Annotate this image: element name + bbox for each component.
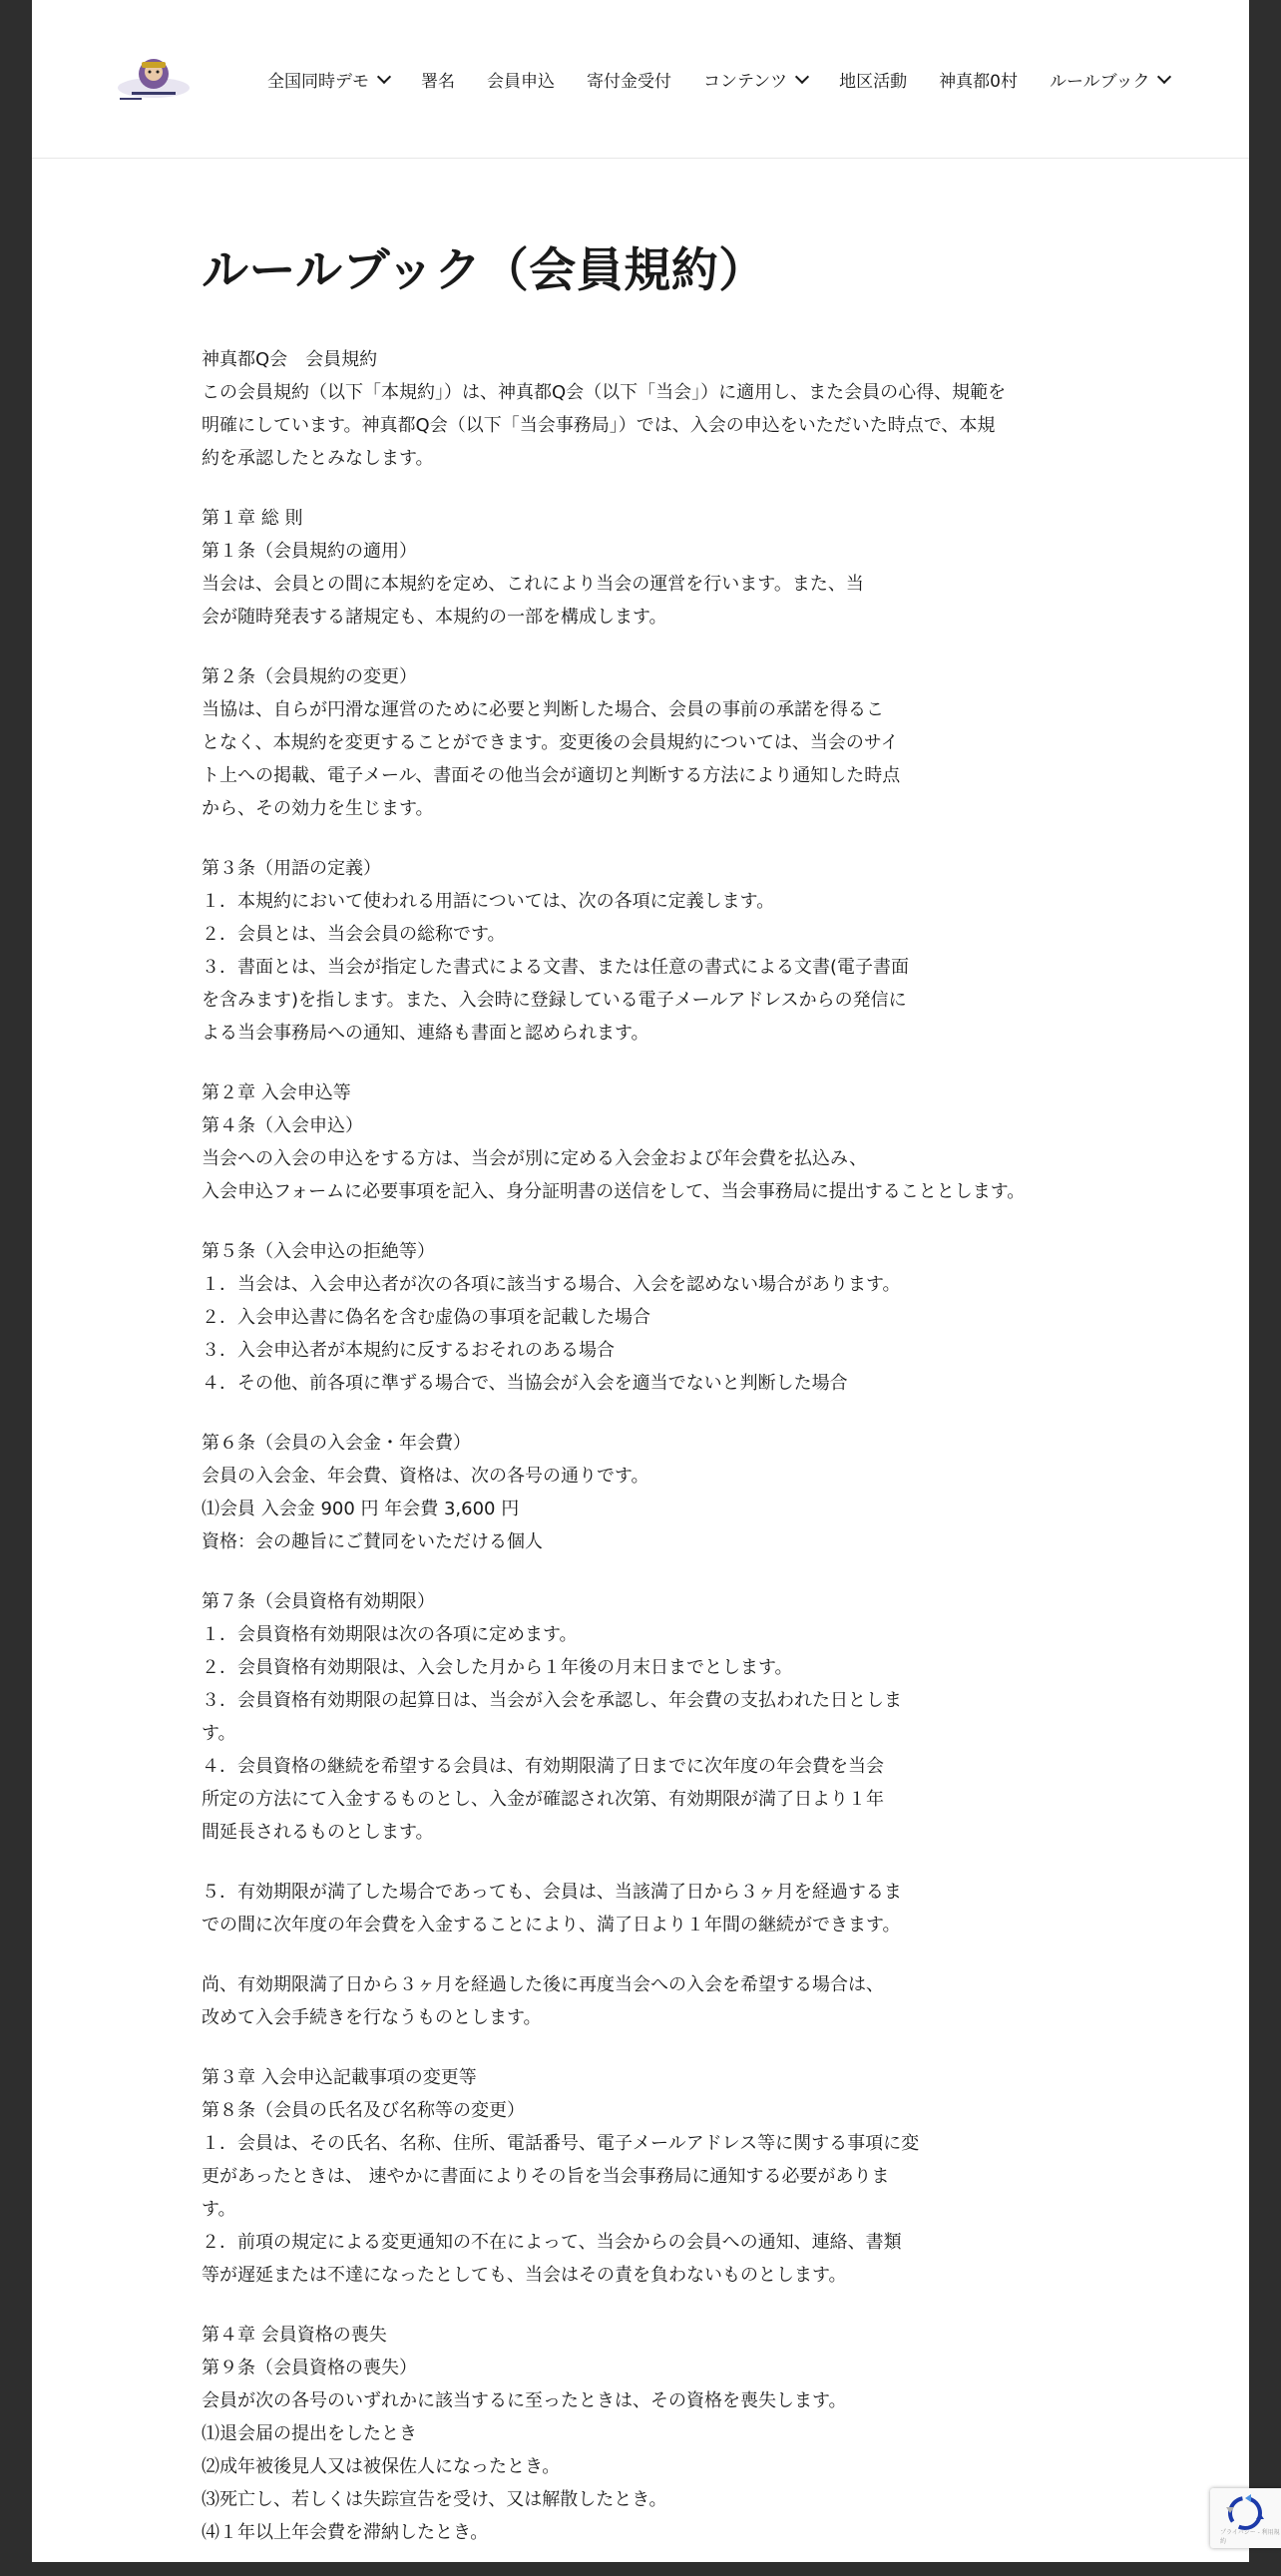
text-line: 明確にしています。神真都Q会（以下「当会事務局」）では、入会の申込をいただいた時点で、本規: [202, 415, 996, 437]
logo-icon: [114, 48, 192, 108]
text-line: す。: [202, 2199, 236, 2221]
text-line: 約を承認したとみなします。: [202, 448, 434, 470]
text-line: 第２章 入会申込等: [202, 1082, 351, 1104]
article-paragraph: [202, 343, 1099, 475]
text-line: 第７条（会員資格有効期限）: [202, 1591, 435, 1613]
text-line: となく、本規約を変更することができます。変更後の会員規約については、当会のサイ: [202, 732, 899, 754]
text-line: １．本規約において使われる用語については、次の各項に定義します。: [202, 891, 775, 913]
text-line: １．当会は、入会申込者が次の各項に該当する場合、入会を認めない場合があります。: [202, 1274, 901, 1296]
nav-item-membership-application[interactable]: [487, 67, 555, 92]
main-nav: [267, 0, 1169, 158]
nav-item-label: 会員申込: [487, 71, 555, 92]
chevron-down-icon: [795, 69, 809, 83]
nav-item-rulebook[interactable]: [1050, 67, 1169, 92]
text-line: 第２条（会員規約の変更）: [202, 666, 417, 688]
text-line: １．会員は、その氏名、名称、住所、電話番号、電子メールアドレス等に関する事項に変: [202, 2133, 920, 2155]
article-paragraph: [202, 2319, 1099, 2549]
text-line: 神真都Q会 会員規約: [202, 349, 378, 371]
article-paragraph: [202, 1427, 1099, 1558]
article-paragraph: [202, 1585, 1099, 1849]
article-paragraph: [202, 1235, 1099, 1400]
text-line: １．会員資格有効期限は次の各項に定めます。: [202, 1624, 578, 1646]
text-line: ５．有効期限が満了した場合であっても、会員は、当該満了日から３ヶ月を経過するま: [202, 1882, 902, 1904]
text-line: ３．入会申込者が本規約に反するおそれのある場合: [202, 1340, 615, 1362]
article-body: [202, 343, 1099, 2549]
text-line: ⑴退会届の提出をしたとき: [202, 2423, 417, 2445]
nav-item-label: 寄付金受付: [587, 71, 671, 92]
text-line: ２．前項の規定による変更通知の不在によって、当会からの会員への通知、連絡、書類: [202, 2232, 902, 2254]
text-line: 所定の方法にて入金するものとし、入金が確認され次第、有効期限が満了日より１年: [202, 1789, 884, 1811]
text-line: ⑴会員 入会金 900 円 年会費 3,600 円: [202, 1499, 520, 1520]
text-line: 尚、有効期限満了日から３ヶ月を経過した後に再度当会への入会を希望する場合は、: [202, 1974, 884, 1996]
article-paragraph: [202, 2061, 1099, 2292]
text-line: ２．入会申込書に偽名を含む虚偽の事項を記載した場合: [202, 1307, 650, 1329]
article-content: [202, 229, 1099, 2576]
text-line: 間延長されるものとします。: [202, 1822, 434, 1844]
nav-item-label: 地区活動: [839, 71, 908, 92]
nav-item-label: 署名: [421, 71, 455, 92]
text-line: 更があったときは、 速やかに書面によりその旨を当会事務局に通知する必要がありま: [202, 2166, 890, 2188]
text-line: 会が随時発表する諸規定も、本規約の一部を構成します。: [202, 607, 667, 629]
article-paragraph: [202, 660, 1099, 825]
text-line: 会員の入会金、年会費、資格は、次の各号の通りです。: [202, 1466, 649, 1488]
text-line: 第１章 総 則: [202, 508, 303, 530]
nav-item-label: ルールブック: [1049, 71, 1150, 92]
article-paragraph: [202, 852, 1099, 1050]
nav-item-donations[interactable]: [587, 67, 671, 92]
text-line: 当会は、会員との間に本規約を定め、これにより当会の運営を行います。また、当: [202, 574, 864, 596]
site-logo[interactable]: [114, 48, 192, 108]
article-paragraph: [202, 1876, 1099, 1941]
text-line: よる当会事務局への通知、連絡も書面と認められます。: [202, 1023, 649, 1045]
text-line: 第３章 入会申込記載事項の変更等: [202, 2067, 477, 2089]
text-line: 入会申込フォームに必要事項を記入、身分証明書の送信をして、当会事務局に提出することとします。: [202, 1181, 1026, 1203]
text-line: 第５条（入会申込の拒絶等）: [202, 1241, 435, 1263]
text-line: 第３条（用語の定義）: [202, 858, 381, 880]
text-line: を含みます)を指します。また、入会時に登録している電子メールアドレスからの発信に: [202, 990, 907, 1012]
text-line: 第１条（会員規約の適用）: [202, 541, 417, 563]
nav-item-contents[interactable]: [703, 67, 807, 92]
text-line: ト上への掲載、電子メール、書面その他当会が適切と判断する方法により通知した時点: [202, 765, 901, 787]
chevron-down-icon: [377, 69, 391, 83]
text-line: 第９条（会員資格の喪失）: [202, 2358, 417, 2379]
nav-item-label: コンテンツ: [703, 71, 788, 92]
recaptcha-label[interactable]: プライバシー - 利用規約: [1220, 2529, 1280, 2545]
text-line: ２．会員資格有効期限は、入会した月から１年後の月末日までとします。: [202, 1657, 793, 1679]
text-line: ４．会員資格の継続を希望する会員は、有効期限満了日までに次年度の年会費を当会: [202, 1756, 884, 1778]
text-line: ⑷１年以上年会費を滞納したとき。: [202, 2522, 489, 2544]
site-header: [32, 0, 1249, 159]
nav-item-nationwide-demo[interactable]: [267, 67, 389, 92]
text-line: での間に次年度の年会費を入金することにより、満了日より１年間の継続ができます。: [202, 1915, 901, 1936]
text-line: 当会への入会の申込をする方は、当会が別に定める入会金および年会費を払込み、: [202, 1148, 868, 1170]
text-line: 当協は、自らが円滑な運営のために必要と判断した場合、会員の事前の承諾を得るこ: [202, 699, 884, 721]
text-line: ２．会員とは、当会会員の総称です。: [202, 924, 506, 946]
chevron-down-icon: [1157, 69, 1171, 83]
article-paragraph: [202, 1076, 1099, 1208]
nav-item-label: 全国同時デモ: [267, 71, 369, 92]
text-line: ⑶死亡し、若しくは失踪宣告を受け、又は解散したとき。: [202, 2489, 667, 2511]
text-line: ⑵成年被後見人又は被保佐人になったとき。: [202, 2456, 561, 2478]
text-line: 改めて入会手続きを行なうものとします。: [202, 2007, 542, 2029]
article-paragraph: [202, 502, 1099, 634]
text-line: 資格：会の趣旨にご賛同をいただける個人: [202, 1531, 543, 1553]
text-line: す。: [202, 1723, 236, 1745]
article-paragraph: [202, 1968, 1099, 2034]
text-line: この会員規約（以下「本規約」）は、神真都Q会（以下「当会」）に適用し、また会員の心得、規範を: [202, 382, 1007, 404]
text-line: 第４章 会員資格の喪失: [202, 2325, 387, 2347]
text-line: ３．書面とは、当会が指定した書式による文書、または任意の書式による文書(電子書面: [202, 957, 910, 979]
nav-item-village[interactable]: [939, 67, 1018, 92]
nav-item-label: 神真都0村: [939, 71, 1018, 92]
text-line: から、その効力を生じます。: [202, 798, 434, 820]
text-line: 第４条（入会申込）: [202, 1115, 363, 1137]
text-line: 等が遅延または不達になったとしても、当会はその責を負わないものとします。: [202, 2265, 847, 2287]
text-line: 会員が次の各号のいずれかに該当するに至ったときは、その資格を喪失します。: [202, 2390, 847, 2412]
text-line: 第６条（会員の入会金・年会費）: [202, 1433, 471, 1455]
page: [32, 0, 1249, 2562]
nav-item-regional-activities[interactable]: [839, 67, 907, 92]
page-title: ルールブック（会員規約）: [202, 243, 766, 298]
text-line: 第８条（会員の氏名及び名称等の変更）: [202, 2100, 525, 2122]
text-line: ３．会員資格有効期限の起算日は、当会が入会を承認し、年会費の支払われた日としま: [202, 1690, 902, 1712]
nav-item-signature[interactable]: [421, 67, 455, 92]
recaptcha-badge[interactable]: [1210, 2488, 1281, 2548]
text-line: ４．その他、前各項に準ずる場合で、当協会が入会を適当でないと判断した場合: [202, 1373, 848, 1395]
